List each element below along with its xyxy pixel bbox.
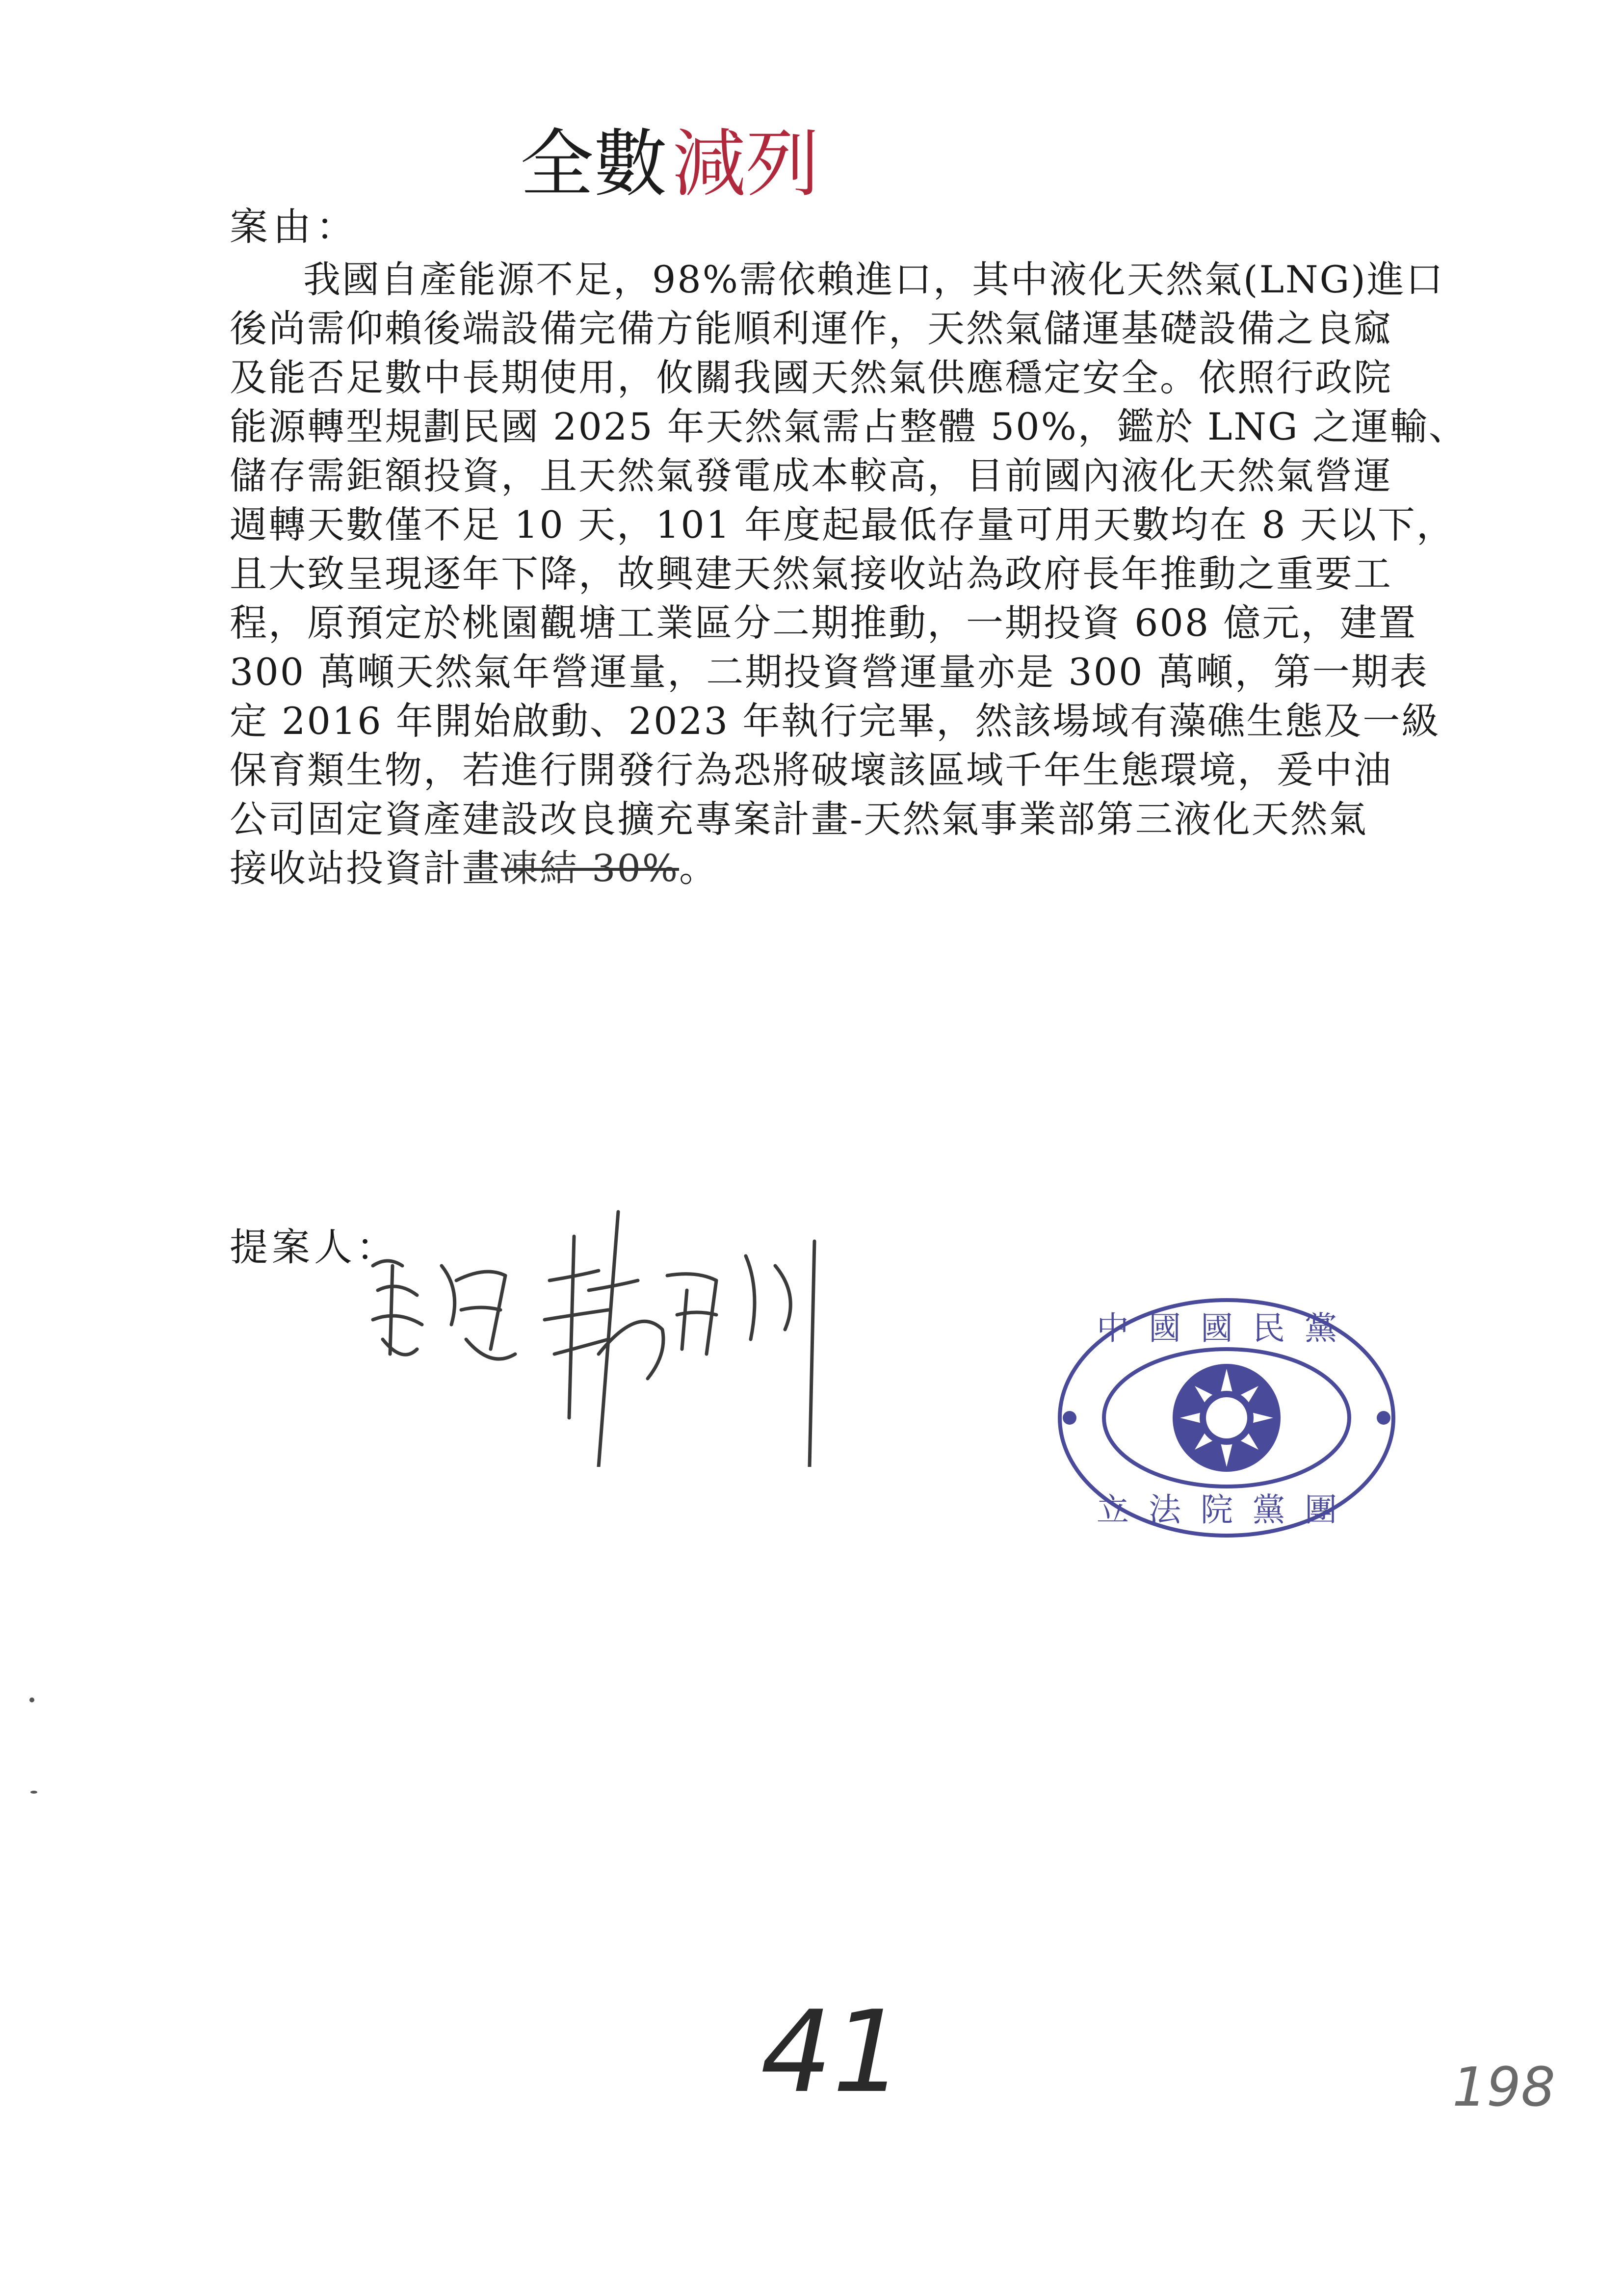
scan-speck [30, 1791, 37, 1794]
paragraph-line: 週轉天數僅不足 10 天，101 年度起最低存量可用天數均在 8 天以下， [230, 503, 1455, 547]
paragraph-line: 及能否足數中長期使用，攸關我國天然氣供應穩定安全。依照行政院 [230, 356, 1392, 399]
party-caucus-seal [1055, 1295, 1398, 1540]
struck-text: 凍結 30% [501, 846, 680, 890]
paragraph-last-line [230, 844, 1358, 893]
annotation-red: 減列 [672, 122, 820, 207]
handwritten-page-number: 41 [760, 1987, 904, 2118]
annotation-black: 全數 [520, 122, 668, 207]
proposer-label: 提案人： [230, 1226, 399, 1270]
motion-paragraph [230, 255, 1467, 893]
paragraph-line: 公司固定資產建設改良擴充專案計畫-天然氣事業部第三液化天然氣 [230, 797, 1368, 841]
last-line-end: 。 [679, 846, 718, 890]
paragraph-line: 保育類生物，若進行開發行為恐將破壞該區域千年生態環境，爰中油 [230, 748, 1392, 792]
paragraph-line: 且大致呈現逐年下降，故興建天然氣接收站為政府長年推動之重要工 [230, 552, 1392, 596]
subject-label: 案由： [230, 205, 360, 249]
scan-speck [29, 1697, 34, 1702]
stamped-page-number: 198 [1452, 2056, 1555, 2118]
handwritten-annotation [520, 122, 820, 207]
seal-top-text: 中國國民黨 [1097, 1309, 1357, 1347]
handwritten-signatures [343, 1192, 908, 1467]
seal-bottom-text: 立法院黨團 [1097, 1491, 1357, 1529]
paragraph-line: 300 萬噸天然氣年營運量，二期投資營運量亦是 300 萬噸，第一期表 [230, 650, 1429, 694]
paragraph-line: 我國自產能源不足，98%需依賴進口，其中液化天然氣(LNG)進口 [303, 258, 1444, 301]
paragraph-line: 程，原預定於桃園觀塘工業區分二期推動，一期投資 608 億元，建置 [230, 601, 1417, 645]
paragraph-line: 後尚需仰賴後端設備完備方能順利運作，天然氣儲運基礎設備之良窳 [230, 307, 1392, 350]
paragraph-line: 定 2016 年開始啟動、2023 年執行完畢，然該場域有藻礁生態及一級 [230, 699, 1441, 743]
paragraph-line: 儲存需鉅額投資，且天然氣發電成本較高，目前國內液化天然氣營運 [230, 454, 1392, 497]
paragraph-line: 能源轉型規劃民國 2025 年天然氣需占整體 50%，鑑於 LNG 之運輸、 [230, 405, 1467, 448]
last-line-text: 接收站投資計畫 [230, 846, 501, 890]
